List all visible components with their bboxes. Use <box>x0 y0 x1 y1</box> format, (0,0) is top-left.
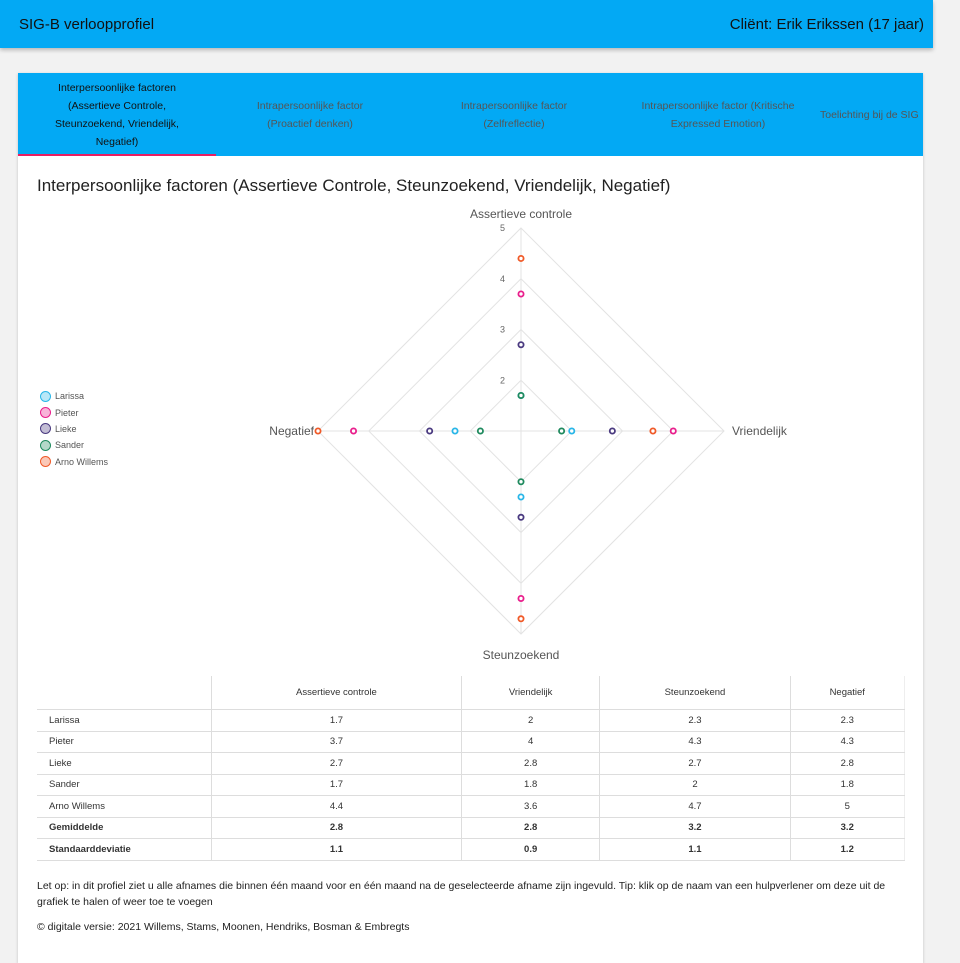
data-point <box>518 616 523 621</box>
radar-chart <box>18 193 923 662</box>
row-label: Pieter <box>37 731 212 753</box>
tab-proactief-denken[interactable] <box>216 73 404 156</box>
data-point <box>518 393 523 398</box>
legend-label: Larissa <box>55 391 85 402</box>
tick-label: 3 <box>499 324 505 335</box>
tick-label: 4 <box>499 273 505 284</box>
table-cell: 4 <box>461 731 600 753</box>
chart-legend <box>40 388 108 470</box>
active-tab-indicator <box>18 154 216 156</box>
data-point <box>559 428 564 433</box>
tick-label: 5 <box>499 223 505 233</box>
legend-label: Arno Willems <box>55 456 109 467</box>
section-title: Interpersoonlijke factoren (Assertieve Controle, Steunzoekend, Vriendelijk, Negatief) <box>37 176 671 195</box>
legend-item[interactable] <box>40 421 108 437</box>
tab-label: Intrapersoonlijke factor (Zelfreflectie) <box>460 99 568 130</box>
row-label: Gemiddelde <box>37 817 212 839</box>
table-row <box>37 731 905 753</box>
table-cell: 1.7 <box>212 710 462 732</box>
table-cell: 2.8 <box>461 817 600 839</box>
table-cell: 2.8 <box>461 753 600 775</box>
table-cell: 2.8 <box>212 817 462 839</box>
table-row <box>37 753 905 775</box>
table-cell: 3.2 <box>600 817 790 839</box>
tab-label: Toelichting bij de SIG <box>820 108 919 121</box>
table-cell: 1.1 <box>600 839 790 861</box>
table-cell: 3.2 <box>790 817 904 839</box>
table-cell: 2 <box>600 774 790 796</box>
table-cell: 3.7 <box>212 731 462 753</box>
table-cell: 1.1 <box>212 839 462 861</box>
table-cell: 3.6 <box>461 796 600 818</box>
data-point <box>351 428 356 433</box>
table-row <box>37 774 905 796</box>
app-title: SIG-B verloopprofiel <box>19 16 155 33</box>
axis-label: Negatief <box>269 424 314 438</box>
legend-item[interactable] <box>40 454 108 470</box>
summary-row <box>37 839 905 861</box>
tab-bar <box>18 73 923 156</box>
tab-toelichting[interactable] <box>812 73 960 156</box>
data-point <box>518 596 523 601</box>
data-point <box>518 479 523 484</box>
data-point <box>427 428 432 433</box>
axis-label: Vriendelijk <box>732 424 787 438</box>
table-cell: 4.7 <box>600 796 790 818</box>
table-cell: 5 <box>790 796 904 818</box>
profile-card <box>18 73 923 963</box>
data-point <box>518 291 523 296</box>
legend-item[interactable] <box>40 437 108 453</box>
table-header: Negatief <box>790 676 904 710</box>
legend-swatch <box>40 391 51 402</box>
table-header <box>37 676 212 710</box>
legend-swatch <box>40 456 51 467</box>
table-cell: 1.8 <box>790 774 904 796</box>
table-row <box>37 710 905 732</box>
info-note: Let op: in dit profiel ziet u alle afnames die binnen één maand voor en één maand na de geselecteerde afname zijn ingevuld. Tip: klik op de naam van een hulpverlener om deze uit de grafiek te halen of weer toe te voegen <box>37 880 886 908</box>
table-cell: 1.7 <box>212 774 462 796</box>
legend-item[interactable] <box>40 404 108 420</box>
tab-label: Intrapersoonlijke factor (Kritische Expressed Emotion) <box>641 99 795 130</box>
data-point <box>518 515 523 520</box>
table-cell: 2.3 <box>790 710 904 732</box>
summary-row <box>37 817 905 839</box>
legend-label: Sander <box>55 440 85 451</box>
data-point <box>518 256 523 261</box>
table-cell: 4.3 <box>790 731 904 753</box>
tab-kritische-expressed-emotion[interactable] <box>624 73 812 156</box>
table-cell: 2.8 <box>790 753 904 775</box>
legend-item[interactable] <box>40 388 108 404</box>
legend-label: Pieter <box>55 407 79 418</box>
table-header: Steunzoekend <box>600 676 790 710</box>
client-name: Cliënt: Erik Erikssen (17 jaar) <box>729 16 924 33</box>
table-header-row <box>37 676 905 710</box>
top-app-bar <box>0 0 933 48</box>
data-point <box>518 342 523 347</box>
legend-swatch <box>40 423 51 434</box>
copyright-text: © digitale versie: 2021 Willems, Stams, Moonen, Hendriks, Bosman & Embregts <box>37 921 410 933</box>
table-cell: 4.4 <box>212 796 462 818</box>
row-label: Larissa <box>37 710 212 732</box>
table-cell: 4.3 <box>600 731 790 753</box>
row-label: Arno Willems <box>37 796 212 818</box>
row-label: Standaarddeviatie <box>37 839 212 861</box>
table-cell: 1.2 <box>790 839 904 861</box>
axis-label: Steunzoekend <box>482 648 560 662</box>
data-point <box>610 428 615 433</box>
data-point <box>478 428 483 433</box>
data-point <box>671 428 676 433</box>
tab-label: Interpersoonlijke factoren (Assertieve Controle, Steunzoekend, Vriendelijk, Negatief) <box>55 81 179 148</box>
data-point <box>650 428 655 433</box>
table-cell: 0.9 <box>461 839 600 861</box>
legend-label: Lieke <box>55 423 77 434</box>
scores-table <box>37 676 905 861</box>
table-body <box>37 710 905 861</box>
table-cell: 2 <box>461 710 600 732</box>
row-label: Sander <box>37 774 212 796</box>
row-label: Lieke <box>37 753 212 775</box>
data-point <box>452 428 457 433</box>
tab-label: Intrapersoonlijke factor (Proactief denken) <box>256 99 364 130</box>
table-cell: 2.7 <box>212 753 462 775</box>
data-point <box>518 494 523 499</box>
table-cell: 1.8 <box>461 774 600 796</box>
table-row <box>37 796 905 818</box>
tab-interpersoonlijke-factoren[interactable] <box>18 73 216 156</box>
table-header: Assertieve controle <box>212 676 462 710</box>
table-cell: 2.7 <box>600 753 790 775</box>
table-header: Vriendelijk <box>461 676 600 710</box>
tab-zelfreflectie[interactable] <box>404 73 624 156</box>
legend-swatch <box>40 407 51 418</box>
axis-label: Assertieve controle <box>469 207 573 221</box>
data-point <box>315 428 320 433</box>
tick-label: 2 <box>499 375 505 386</box>
data-point <box>569 428 574 433</box>
legend-swatch <box>40 440 51 451</box>
table-cell: 2.3 <box>600 710 790 732</box>
